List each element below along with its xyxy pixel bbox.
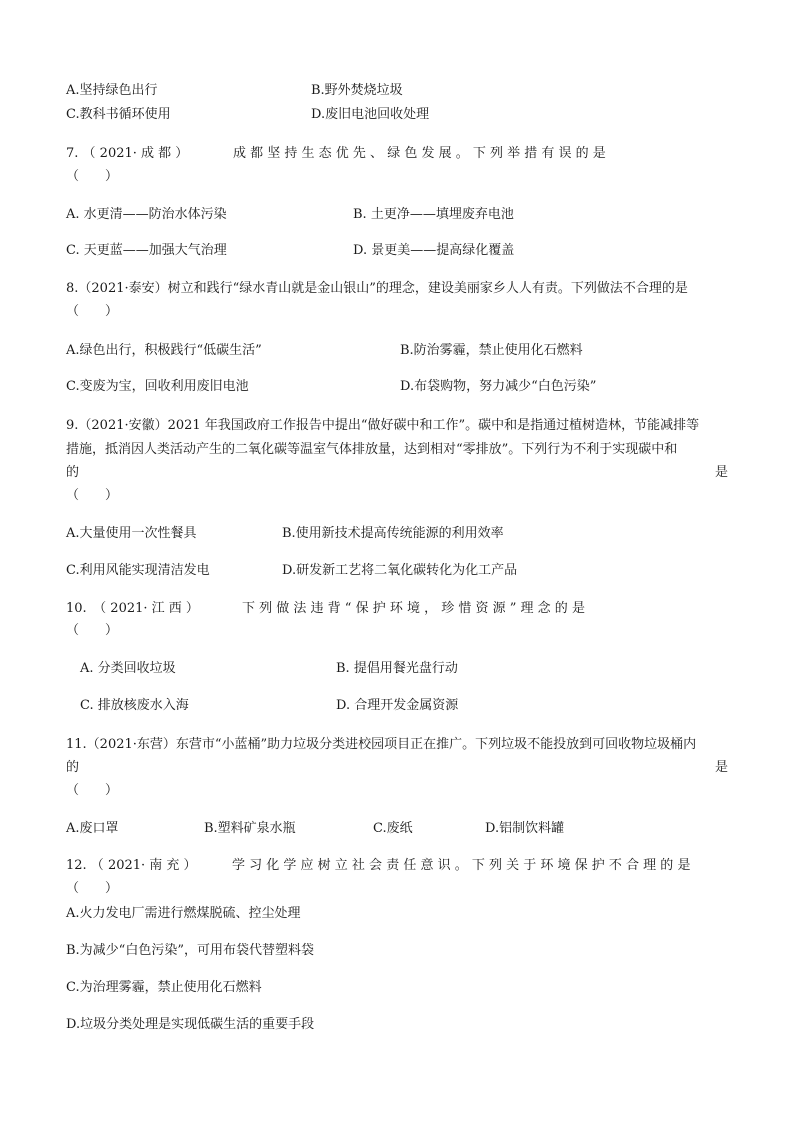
q9-stem-line-3-end: 是 (714, 465, 728, 480)
q7-option-c: C. 天更蓝——加强大气治理 (66, 243, 227, 258)
q9-option-a: A.大量使用一次性餐具 (66, 526, 197, 541)
q7-stem-source: 7. （ 2021· 成 都 ） (66, 146, 189, 161)
q9-answer-blank: （ ） (66, 488, 119, 503)
q9-option-c: C.利用风能实现清洁发电 (66, 563, 210, 578)
q11-option-d: D.铝制饮料罐 (485, 821, 565, 836)
q10-option-b: B. 提倡用餐光盘行动 (336, 661, 458, 676)
q11-stem-line-2 (66, 759, 728, 777)
q12-option-a: A.火力发电厂需进行燃煤脱硫、控尘处理 (66, 906, 301, 921)
q11-option-a: A.废口罩 (66, 821, 119, 836)
q9-stem-line-1: 9.（2021·安徽）2021 年我国政府工作报告中提出“做好碳中和工作”。碳中和是指通过植树造林，节能减排等 (66, 418, 700, 433)
q11-stem-line-2-start: 的 (66, 760, 80, 775)
q8-option-c: C.变废为宝，回收利用废旧电池 (66, 379, 249, 394)
q8-option-d: D.布袋购物，努力减少“白色污染” (400, 379, 597, 394)
q11-option-c: C.废纸 (373, 821, 413, 836)
q10-option-d: D. 合理开发金属资源 (336, 698, 459, 713)
q12-option-d: D.垃圾分类处理是实现低碳生活的重要手段 (66, 1017, 315, 1032)
q7-option-d: D. 景更美——提高绿化覆盖 (353, 243, 515, 258)
q8-stem: 8.（2021·泰安）树立和践行“绿水青山就是金山银山”的理念，建设美丽家乡人人有责。下列做法不合理的是 (66, 281, 688, 296)
q7-answer-blank: （ ） (66, 169, 119, 184)
q8-option-b: B.防治雾霾，禁止使用化石燃料 (400, 343, 583, 358)
q7-option-b: B. 土更净——填埋废弃电池 (353, 207, 514, 222)
q6-option-c: C.教科书循环使用 (66, 107, 171, 122)
q9-stem-line-3 (66, 464, 728, 482)
q8-answer-blank: （ ） (66, 304, 119, 319)
q8-option-a: A.绿色出行，积极践行“低碳生活” (66, 343, 262, 358)
q11-option-b: B.塑料矿泉水瓶 (204, 821, 296, 836)
q7-stem: 成 都 坚 持 生 态 优 先 、 绿 色 发 展 。 下 列 举 措 有 误 的 是 (233, 146, 606, 161)
q7-option-a: A. 水更清——防治水体污染 (66, 207, 227, 222)
q10-answer-blank: （ ） (66, 623, 119, 638)
q6-option-b: B.野外焚烧垃圾 (311, 83, 403, 98)
q11-stem-line-2-end: 是 (714, 760, 728, 775)
q9-stem-line-2: 措施，抵消因人类活动产生的二氧化碳等温室气体排放量，达到相对“零排放”。下列行为不利于实现碳中和 (66, 442, 678, 457)
q10-option-a: A. 分类回收垃圾 (80, 661, 176, 676)
q12-option-c: C.为治理雾霾，禁止使用化石燃料 (66, 980, 262, 995)
q10-stem: 下 列 做 法 违 背 “ 保 护 环 境 ， 珍 惜 资 源 ” 理 念 的 是 (242, 601, 585, 616)
q11-answer-blank: （ ） (66, 783, 119, 798)
q9-option-d: D.研发新工艺将二氧化碳转化为化工产品 (282, 563, 518, 578)
q6-option-d: D.废旧电池回收处理 (311, 107, 430, 122)
q9-option-b: B.使用新技术提高传统能源的利用效率 (282, 526, 504, 541)
q11-stem-line-1: 11.（2021·东营）东营市“小蓝桶”助力垃圾分类进校园项目正在推广。下列垃圾不能投放到可回收物垃圾桶内 (66, 737, 697, 752)
q9-stem-line-3-start: 的 (66, 465, 80, 480)
q6-option-a: A.坚持绿色出行 (66, 83, 158, 98)
q12-answer-blank: （ ） (66, 881, 119, 896)
q10-stem-source: 10. （ 2021· 江 西 ） (66, 601, 199, 616)
q12-option-b: B.为减少“白色污染”，可用布袋代替塑料袋 (66, 943, 314, 958)
q12-stem: 学 习 化 学 应 树 立 社 会 责 任 意 识 。 下 列 关 于 环 境 保 护 不 合 理 的 是 (232, 858, 691, 873)
q12-stem-source: 12. （ 2021· 南 充 ） (66, 858, 197, 873)
q10-option-c: C. 排放核废水入海 (80, 698, 189, 713)
